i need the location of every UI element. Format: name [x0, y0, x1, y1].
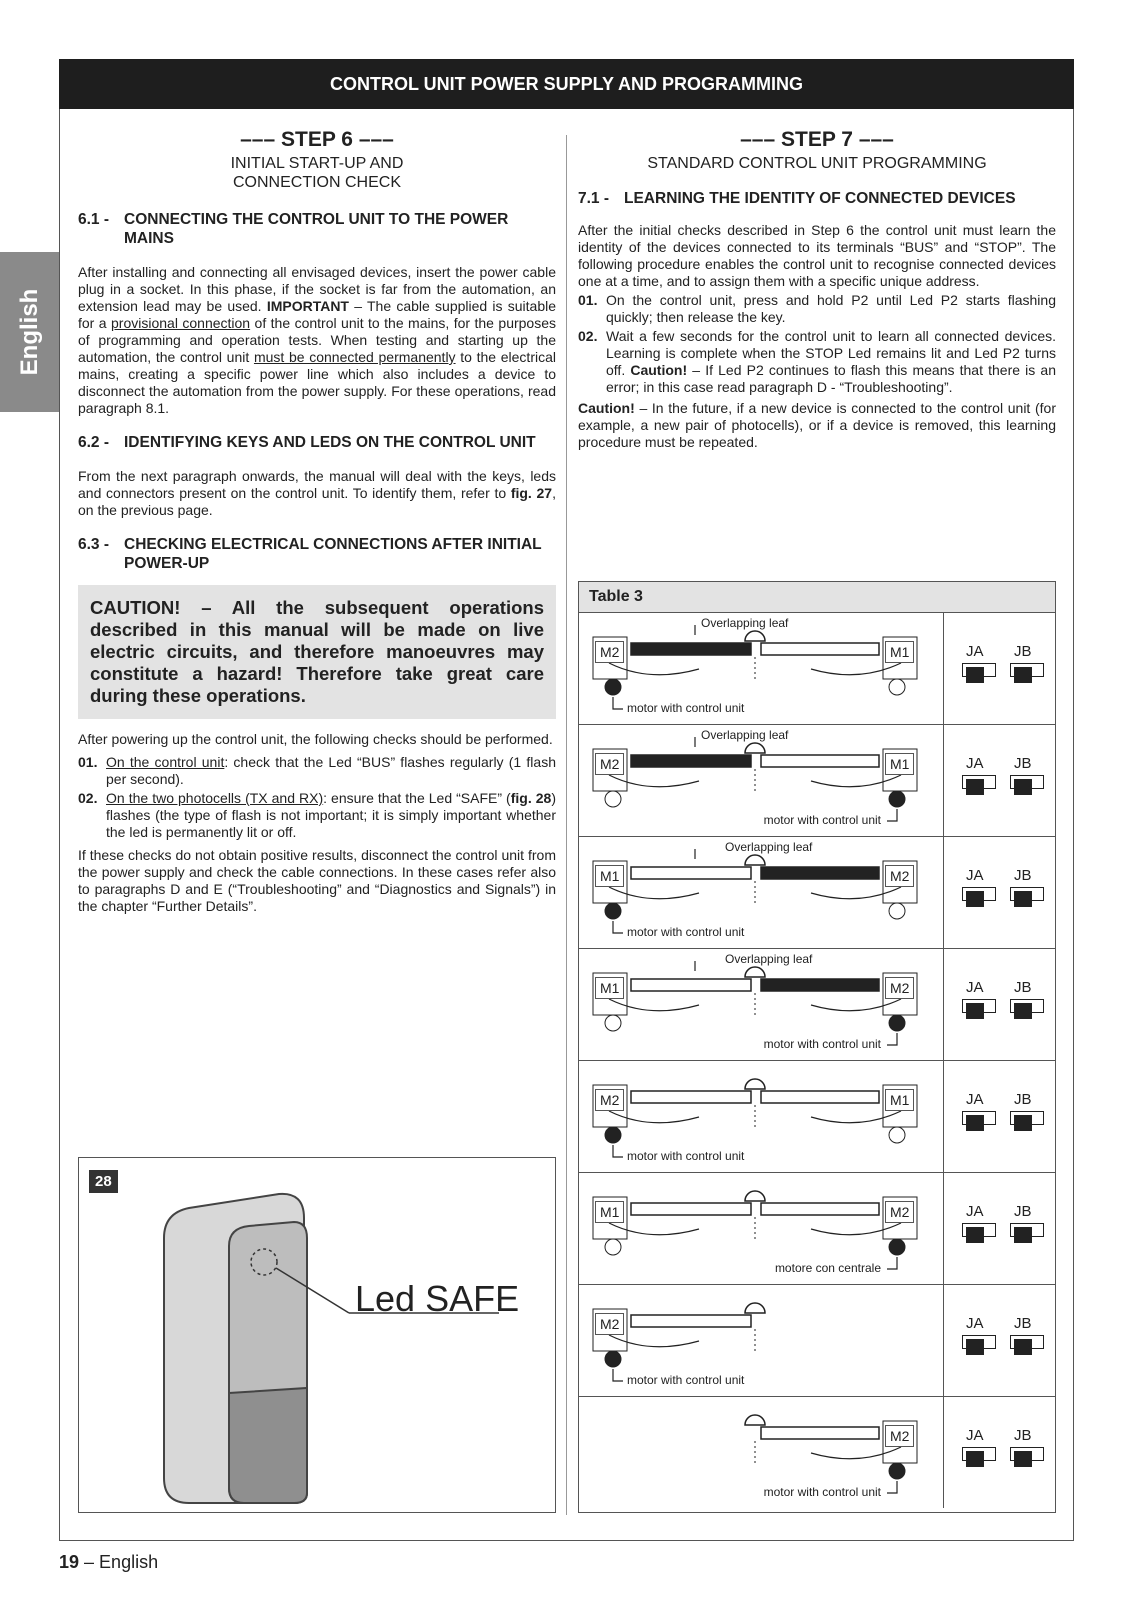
list-item [578, 292, 1056, 326]
motor-label-right: M1 [885, 753, 914, 775]
jumper-b-label: JB [1014, 1427, 1032, 1444]
section-7-1-number: 7.1 - [578, 190, 610, 207]
step6-title: ––– STEP 6 ––– [240, 128, 394, 151]
jumper-a-jumper [966, 1227, 984, 1243]
check-1-text [106, 754, 556, 788]
motor-label-left: M1 [595, 977, 624, 999]
motor-label-left: M2 [595, 1313, 624, 1335]
jumper-b-label: JB [1014, 1203, 1032, 1220]
table-row [579, 949, 1055, 1061]
check-1-underline: On the control unit [106, 754, 225, 770]
section-6-1-text [78, 264, 556, 417]
jumper-cell [944, 837, 1056, 948]
list-item [78, 754, 556, 788]
jumper-a-jumper [966, 667, 984, 683]
s61-underline-2: must be connected permanently [253, 349, 456, 365]
overlapping-leaf-note: Overlapping leaf [701, 616, 789, 630]
motor-label-left: M2 [595, 753, 624, 775]
gate-diagram [579, 1397, 944, 1508]
table-3-rows [579, 613, 1055, 1509]
table-3 [578, 581, 1056, 1513]
check-1-body: : check that the Led “BUS” flashes regularly (1 flash per second). [106, 754, 556, 787]
s61-text-b: – The cable supplied is suitable for a [78, 298, 557, 331]
gate-diagram [579, 1285, 944, 1396]
jumper-cell [944, 949, 1056, 1060]
jumper-b-label: JB [1014, 1315, 1032, 1332]
jumper-a-label: JA [966, 1427, 984, 1444]
procedure-2-body-a: Wait a few seconds for the control unit to learn all connected devices. Learning is complete when the STOP Led remains lit and Led P2 turns off. [606, 328, 1056, 378]
motor-note: motor with control unit [627, 1373, 745, 1387]
jumper-a-jumper [966, 1115, 984, 1131]
overlapping-leaf-note: Overlapping leaf [725, 840, 813, 854]
section-6-3-intro: After powering up the control unit, the following checks should be performed. [78, 731, 553, 747]
photocell-illustration [79, 1158, 557, 1514]
jumper-b-label: JB [1014, 1091, 1032, 1108]
overlapping-leaf-note: Overlapping leaf [701, 728, 789, 742]
jumper-b-label: JB [1014, 867, 1032, 884]
table-row [579, 613, 1055, 725]
jumper-a-jumper [966, 1003, 984, 1019]
motor-note: motor with control unit [763, 1485, 881, 1499]
jumper-a-label: JA [966, 1091, 984, 1108]
page-number: 19 [59, 1552, 80, 1572]
jumper-b-jumper [1014, 891, 1032, 907]
motor-note: motor with control unit [627, 701, 745, 715]
table-row [579, 1285, 1055, 1397]
section-6-3-outro: If these checks do not obtain positive results, disconnect the control unit from the power supply and check the cable connections. In these cases refer also to paragraphs D and E (“Troubleshooting” and “Diagnostics and Signals”) in the chapter “Further Details”. [78, 847, 556, 914]
column-divider [566, 135, 567, 1515]
check-2-text [106, 790, 556, 841]
gate-diagram [579, 837, 944, 948]
jumper-a-jumper [966, 779, 984, 795]
section-7-1-intro: After the initial checks described in Step 6 the control unit must learn the identity of the devices connected to its terminals “BUS” and “STOP”. The following procedure enables the control unit to recognise connected devices one at a time, and to assign them with a specific unique address. [578, 222, 1056, 289]
table-3-title: Table 3 [579, 582, 1055, 613]
jumper-cell [944, 1173, 1056, 1284]
check-2-number: 02. [78, 790, 98, 806]
footer-language: English [99, 1552, 159, 1572]
check-2-body-b: ) flashes (the type of flash is not important; it is simply important whether the led is permanently lit or off. [106, 790, 556, 840]
section-6-2-text [78, 468, 556, 519]
caution-box: CAUTION! – All the subsequent operations described in this manual will be made on live electric circuits, and therefore manoeuvres may constitute a hazard! Therefore take great care during these operations. [78, 585, 556, 719]
table-row [579, 1061, 1055, 1173]
gate-diagram [579, 949, 944, 1060]
jumper-a-label: JA [966, 979, 984, 996]
step7-column [578, 128, 1057, 451]
jumper-b-jumper [1014, 1115, 1032, 1131]
s61-important: IMPORTANT [266, 298, 349, 314]
motor-label-right: M1 [885, 641, 914, 663]
section-7-1-heading [578, 189, 1056, 208]
jumper-a-label: JA [966, 643, 984, 660]
s62-text-b: , on the previous page. [78, 485, 556, 518]
language-tab [0, 252, 60, 412]
section-6-3-title: CHECKING ELECTRICAL CONNECTIONS AFTER INITIAL POWER-UP [124, 536, 542, 572]
step7-caution [578, 400, 1056, 451]
section-6-3-heading [78, 535, 556, 573]
check-list [78, 754, 556, 841]
gate-diagram [579, 1173, 944, 1284]
footer-separator: – [79, 1552, 100, 1572]
motor-label-left: M2 [595, 1089, 624, 1111]
jumper-b-label: JB [1014, 643, 1032, 660]
step6-subtitle-1: INITIAL START-UP AND [230, 155, 404, 172]
jumper-a-label: JA [966, 1315, 984, 1332]
procedure-2-body-b: – If Led P2 continues to flash this means that there is an error; in this case read paragraph D - “Troubleshooting”. [606, 362, 1057, 395]
jumper-cell [944, 1285, 1056, 1396]
motor-label-right: M1 [885, 1089, 914, 1111]
motor-note: motor with control unit [763, 813, 881, 827]
jumper-b-jumper [1014, 1339, 1032, 1355]
step6-column [78, 128, 557, 915]
table-row [579, 1397, 1055, 1509]
check-2-fig-ref: fig. 28 [510, 790, 552, 806]
gate-diagram [579, 725, 944, 836]
s61-text-c: of the control unit to the mains, for the purposes of programming and operation tests. When testing and starting up the automation, the control unit [78, 315, 557, 365]
check-2-underline: On the two photocells (TX and RX) [106, 790, 324, 806]
jumper-b-jumper [1014, 779, 1032, 795]
section-6-2-title: IDENTIFYING KEYS AND LEDS ON THE CONTROL UNIT [124, 434, 536, 451]
section-6-1-number: 6.1 - [78, 211, 110, 228]
section-6-2-heading [78, 433, 556, 452]
page-header: CONTROL UNIT POWER SUPPLY AND PROGRAMMING [59, 59, 1074, 109]
motor-label-right: M2 [885, 865, 914, 887]
jumper-b-jumper [1014, 1227, 1032, 1243]
list-item [578, 328, 1056, 396]
procedure-2-number: 02. [578, 328, 598, 344]
overlapping-leaf-note: Overlapping leaf [725, 952, 813, 966]
check-1-number: 01. [78, 754, 98, 770]
language-tab-label: English [16, 288, 43, 376]
jumper-b-jumper [1014, 1451, 1032, 1467]
check-2-body-a: : ensure that the Led “SAFE” ( [323, 790, 511, 806]
jumper-cell [944, 1397, 1056, 1508]
procedure-1-text: On the control unit, press and hold P2 until Led P2 starts flashing quickly; then release the key. [606, 292, 1056, 325]
jumper-a-jumper [966, 891, 984, 907]
gate-diagram [579, 613, 944, 724]
table-row [579, 1173, 1055, 1285]
figure-28-number: 28 [89, 1170, 118, 1193]
motor-note: motor with control unit [627, 1149, 745, 1163]
step7-title: ––– STEP 7 ––– [740, 128, 894, 151]
motor-label-left: M1 [595, 1201, 624, 1223]
s61-underline-1: provisional connection [111, 315, 251, 331]
jumper-a-jumper [966, 1339, 984, 1355]
jumper-a-label: JA [966, 1203, 984, 1220]
section-6-1-title: CONNECTING THE CONTROL UNIT TO THE POWER MAINS [124, 211, 509, 247]
section-6-3-number: 6.3 - [78, 536, 110, 553]
jumper-cell [944, 613, 1056, 724]
jumper-a-label: JA [966, 755, 984, 772]
led-safe-label: Led SAFE [355, 1278, 520, 1319]
motor-label-right: M2 [885, 1201, 914, 1223]
motor-note: motor with control unit [763, 1037, 881, 1051]
s62-text-a: From the next paragraph onwards, the manual will deal with the keys, leds and connectors present on the control unit. To identify them, refer to [78, 468, 556, 501]
motor-note: motore con centrale [774, 1261, 881, 1275]
jumper-a-jumper [966, 1451, 984, 1467]
section-7-1-title: LEARNING THE IDENTITY OF CONNECTED DEVICES [624, 190, 1016, 207]
step7-caution-text: – In the future, if a new device is connected to the control unit (for example, a new pair of photocells), or if a device is removed, this learning procedure must be repeated. [578, 400, 1056, 450]
step6-subtitle-2: CONNECTION CHECK [232, 174, 401, 191]
figure-28 [78, 1157, 556, 1513]
s61-text-a: After installing and connecting all envisaged devices, insert the power cable plug in a socket. In this phase, if the socket is far from the automation, an extension lead may be used. [78, 264, 556, 314]
procedure-list [578, 292, 1056, 396]
jumper-b-jumper [1014, 667, 1032, 683]
jumper-b-jumper [1014, 1003, 1032, 1019]
table-row [579, 725, 1055, 837]
s62-fig-ref: fig. 27 [510, 485, 553, 501]
section-6-2-number: 6.2 - [78, 434, 110, 451]
jumper-b-label: JB [1014, 979, 1032, 996]
procedure-2-caution: Caution! [630, 362, 688, 378]
step7-subtitle: STANDARD CONTROL UNIT PROGRAMMING [647, 155, 987, 172]
procedure-1-number: 01. [578, 292, 598, 308]
motor-label-left: M1 [595, 865, 624, 887]
motor-label-right: M2 [885, 1425, 914, 1447]
list-item [78, 790, 556, 841]
table-row [579, 837, 1055, 949]
jumper-a-label: JA [966, 867, 984, 884]
jumper-cell [944, 1061, 1056, 1172]
s61-text-d: to the electrical mains, creating a specific power line which also includes a device to disconnect the automation from the power supply. For these operations, read paragraph 8.1. [78, 349, 556, 416]
motor-note: motor with control unit [627, 925, 745, 939]
section-6-1-heading [78, 210, 556, 248]
page-footer [59, 1552, 158, 1573]
procedure-2-text [606, 328, 1056, 396]
jumper-b-label: JB [1014, 755, 1032, 772]
jumper-cell [944, 725, 1056, 836]
motor-label-left: M2 [595, 641, 624, 663]
step7-caution-label: Caution! [578, 400, 635, 416]
motor-label-right: M2 [885, 977, 914, 999]
gate-diagram [579, 1061, 944, 1172]
